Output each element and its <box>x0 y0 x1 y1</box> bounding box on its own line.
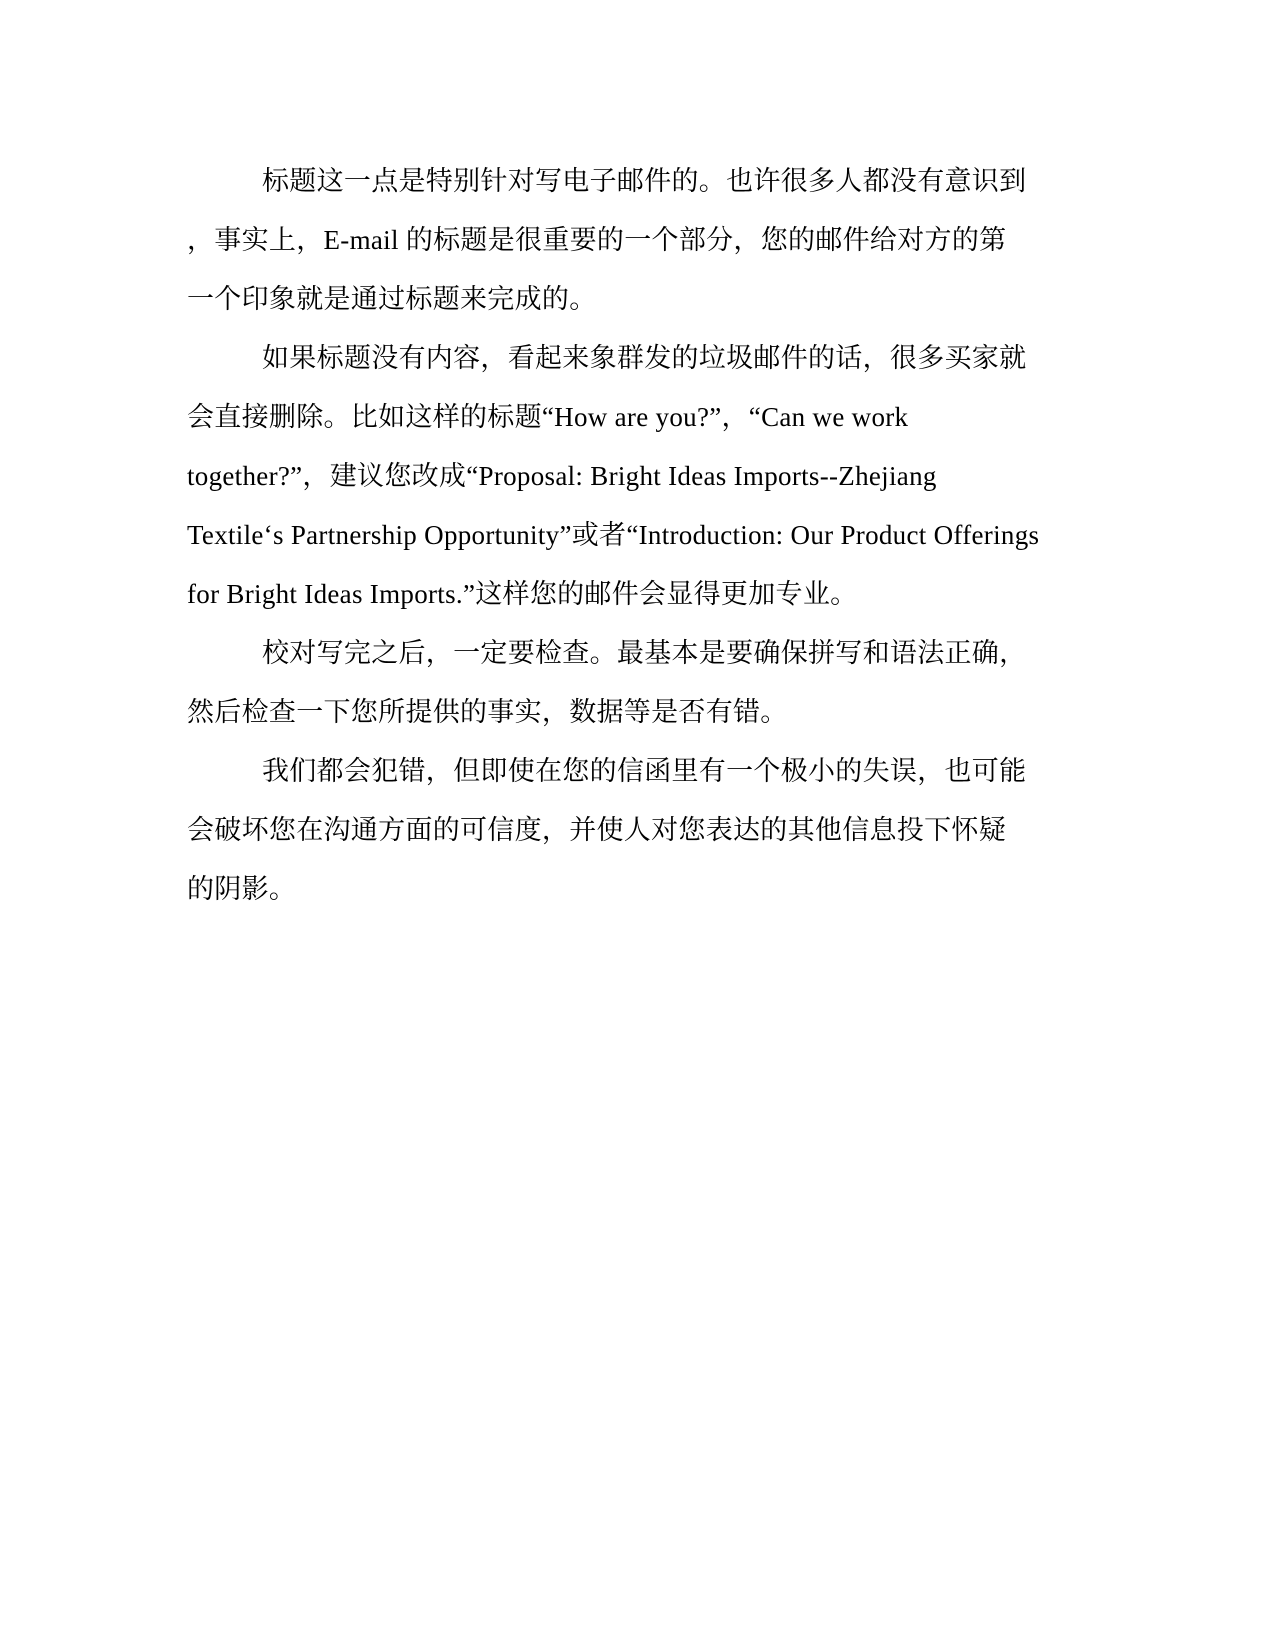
paragraph-2-line-4: Textile‘s Partnership Opportunity”或者“Introduction: Our Product Offerings <box>187 520 1040 550</box>
paragraph-2-line-2: 会直接删除。比如这样的标题“How are you?”，“Can we work <box>187 402 909 432</box>
paragraph-2-line-1: 如果标题没有内容，看起来象群发的垃圾邮件的话，很多买家就 <box>262 343 1027 373</box>
paragraph-4-line-2: 会破坏您在沟通方面的可信度，并使人对您表达的其他信息投下怀疑 <box>187 815 1006 845</box>
paragraph-1-line-2: ，事实上，E-mail 的标题是很重要的一个部分，您的邮件给对方的第 <box>187 225 1007 255</box>
paragraph-3-line-2: 然后检查一下您所提供的事实，数据等是否有错。 <box>187 697 788 727</box>
paragraph-1-line-3: 一个印象就是通过标题来完成的。 <box>187 284 597 314</box>
paragraph-4-line-1: 我们都会犯错，但即使在您的信函里有一个极小的失误，也可能 <box>262 756 1027 786</box>
paragraph-2-line-3: together?”，建议您改成“Proposal: Bright Ideas Imports--Zhejiang <box>187 461 937 491</box>
paragraph-2-line-5: for Bright Ideas Imports.”这样您的邮件会显得更加专业。 <box>187 579 858 609</box>
paragraph-1-line-1: 标题这一点是特别针对写电子邮件的。也许很多人都没有意识到 <box>262 166 1027 196</box>
paragraph-3-line-1: 校对写完之后，一定要检查。最基本是要确保拼写和语法正确， <box>262 638 1027 668</box>
paragraph-4-line-3: 的阴影。 <box>187 874 297 904</box>
